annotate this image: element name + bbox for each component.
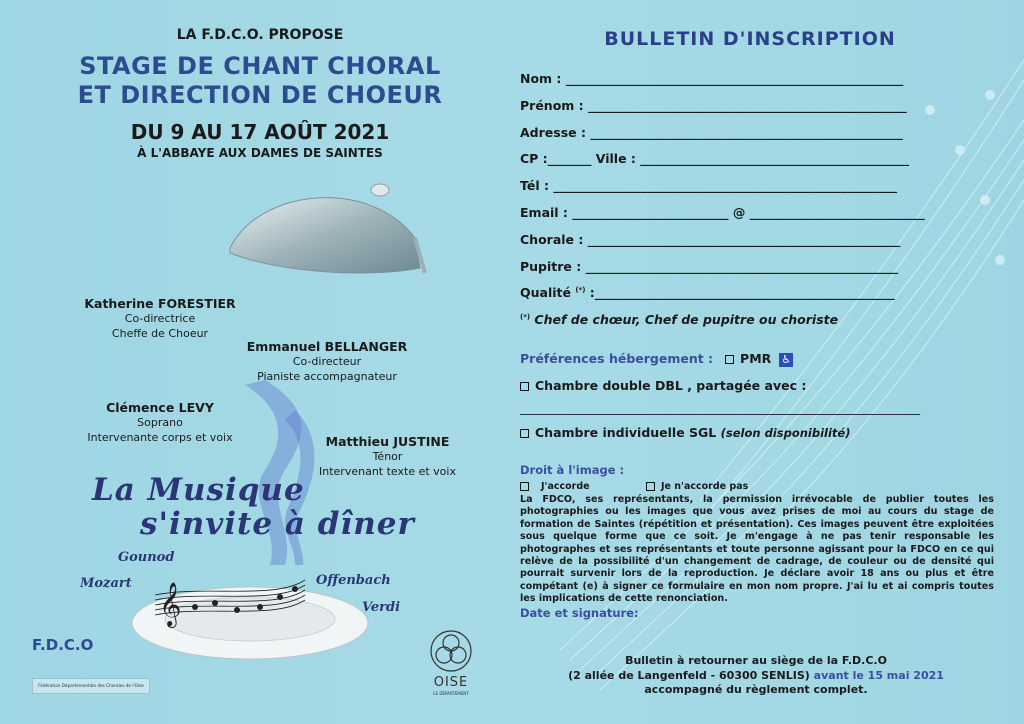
person-role: Co-directrice	[124, 312, 196, 325]
accommodation-preferences	[520, 351, 950, 367]
person-name: Emmanuel BELLANGER	[246, 339, 408, 354]
person-role: Cheffe de Choeur	[111, 327, 209, 340]
pmr-label: PMR	[740, 351, 772, 366]
note-text: Chef de chœur, Chef de pupitre ou choriste	[534, 312, 839, 327]
fdco-logo: F.D.C.O	[32, 636, 94, 654]
person-justine	[300, 434, 475, 479]
composer-verdi: Verdi	[362, 600, 401, 615]
oise-emblem	[428, 628, 474, 674]
field-qualite[interactable]	[520, 285, 950, 300]
field-adresse[interactable]	[520, 125, 950, 140]
return-deadline: avant le 15 mai 2021	[813, 668, 944, 682]
return-line-1: Bulletin à retourner au siège de la F.D.C.O	[625, 654, 887, 667]
field-chorale[interactable]	[520, 232, 950, 247]
field-line[interactable]: _________________________ @ ____________________________	[572, 205, 925, 220]
person-role: Intervenant texte et voix	[319, 465, 456, 478]
svg-text:𝄞: 𝄞	[159, 582, 182, 626]
pref-label: Préférences hébergement :	[520, 351, 714, 366]
stage-venue: À L'ABBAYE AUX DAMES DE SAINTES	[137, 146, 383, 160]
person-role: Soprano	[137, 416, 183, 429]
field-email[interactable]	[520, 205, 950, 220]
signature-label: Date et signature:	[520, 606, 639, 620]
field-label: Qualité	[520, 285, 571, 300]
field-label: Tél :	[520, 178, 549, 193]
field-line[interactable]: __________________________________________________	[585, 259, 899, 274]
field-line[interactable]: :________________________________________________	[589, 285, 895, 300]
field-label: Pupitre :	[520, 259, 582, 274]
field-label: Prénom :	[520, 98, 584, 113]
agree-label: J'accorde	[541, 481, 590, 492]
person-role: Pianiste accompagnateur	[257, 370, 397, 383]
return-address: (2 allée de Langenfeld - 60300 SENLIS)	[568, 668, 810, 682]
disagree-checkbox[interactable]	[646, 482, 655, 491]
double-room-checkbox[interactable]	[520, 382, 529, 391]
field-label: Email :	[520, 205, 568, 220]
person-name: Clémence LEVY	[106, 400, 214, 415]
pmr-checkbox[interactable]	[725, 355, 734, 364]
oise-logo-text: OISE	[433, 675, 469, 690]
person-name: Matthieu JUSTINE	[325, 434, 450, 449]
field-tel[interactable]	[520, 178, 950, 193]
image-rights-text: La FDCO, ses représentants, la permission irrévocable de publier toutes les photographies ou les images que vous avez prises de moi au cours du stage de formation de Saintes (répétition et présentation). Ces images peuvent être exploitées sous quelque forme que ce soit. Je m'engage à ne pas tenir responsable les photographes et ses représentants et toute personne agissant pour la FDCO en ce qui relève de la possibilité d'un changement de cadrage, de couleur ou de densité qui pourrait survenir lors de la reproduction. Je déclare avoir 18 ans ou plus et être compétant (e) à signer ce formulaire en mon nom propre. J'ai lu et ai compris toutes les implications de cette renonciation.	[520, 494, 994, 605]
title-line-1: STAGE DE CHANT CHORAL	[79, 52, 441, 80]
oise-caption: LE DÉPARTEMENT	[433, 691, 469, 696]
image-agree-option[interactable]	[520, 481, 590, 492]
field-footnote-mark: (*)	[575, 285, 586, 294]
field-prenom[interactable]	[520, 98, 950, 113]
return-line-2	[520, 669, 992, 684]
plate-illustration	[125, 555, 375, 665]
composer-mozart: Mozart	[80, 576, 132, 591]
slogan-line-2: s'invite à dîner	[140, 506, 415, 542]
slogan-line-1: La Musique	[92, 472, 305, 508]
agree-checkbox[interactable]	[520, 482, 529, 491]
person-role: Intervenante corps et voix	[87, 431, 233, 444]
person-bellanger	[232, 339, 422, 384]
field-label: Chorale :	[520, 232, 584, 247]
field-pupitre[interactable]	[520, 259, 950, 274]
form-title: BULLETIN D'INSCRIPTION	[604, 28, 896, 50]
proposal-heading: LA F.D.C.O. PROPOSE	[176, 27, 344, 43]
double-room-partner-line[interactable]: ________________________________________________________________	[520, 400, 920, 415]
stage-title	[40, 52, 480, 110]
field-line[interactable]: _______________________________________________________	[553, 178, 898, 193]
fdco-caption: Fédération Départementale des Chorales de l'Oise	[32, 678, 150, 694]
field-line[interactable]: __________________________________________________	[587, 232, 901, 247]
return-line-3: accompagné du règlement complet.	[644, 683, 868, 696]
composer-gounod: Gounod	[118, 550, 175, 565]
field-label: CP :_______ Ville :	[520, 151, 636, 166]
quality-note	[520, 312, 950, 327]
cloche-illustration	[220, 178, 430, 298]
field-line[interactable]: ______________________________________________________	[565, 71, 904, 86]
person-forestier	[70, 296, 250, 341]
field-line[interactable]: ___________________________________________	[640, 151, 910, 166]
composer-offenbach: Offenbach	[316, 573, 391, 588]
return-instructions	[520, 654, 992, 698]
field-label: Adresse :	[520, 125, 586, 140]
single-room-checkbox[interactable]	[520, 429, 529, 438]
single-room-option[interactable]	[520, 425, 960, 440]
person-levy	[70, 400, 250, 445]
field-cp-ville[interactable]	[520, 151, 950, 166]
wheelchair-icon: ♿	[779, 353, 793, 367]
field-nom[interactable]	[520, 71, 950, 86]
field-line[interactable]: __________________________________________________	[590, 125, 903, 140]
field-label: Nom :	[520, 71, 562, 86]
single-room-note: (selon disponibilité)	[720, 426, 851, 440]
disagree-label: Je n'accorde pas	[661, 481, 749, 492]
field-line[interactable]: ___________________________________________________	[588, 98, 907, 113]
person-role: Co-directeur	[292, 355, 362, 368]
image-disagree-option[interactable]	[646, 481, 748, 492]
stage-dates: DU 9 AU 17 AOÛT 2021	[130, 120, 390, 144]
image-rights-title: Droit à l'image :	[520, 463, 625, 477]
note-mark: (*)	[520, 312, 531, 321]
person-role: Ténor	[372, 450, 403, 463]
person-name: Katherine FORESTIER	[84, 296, 236, 311]
double-room-option[interactable]	[520, 378, 950, 393]
title-line-2: ET DIRECTION DE CHOEUR	[77, 81, 443, 109]
single-room-label: Chambre individuelle SGL	[535, 425, 717, 440]
double-room-label: Chambre double DBL , partagée avec :	[535, 378, 807, 393]
